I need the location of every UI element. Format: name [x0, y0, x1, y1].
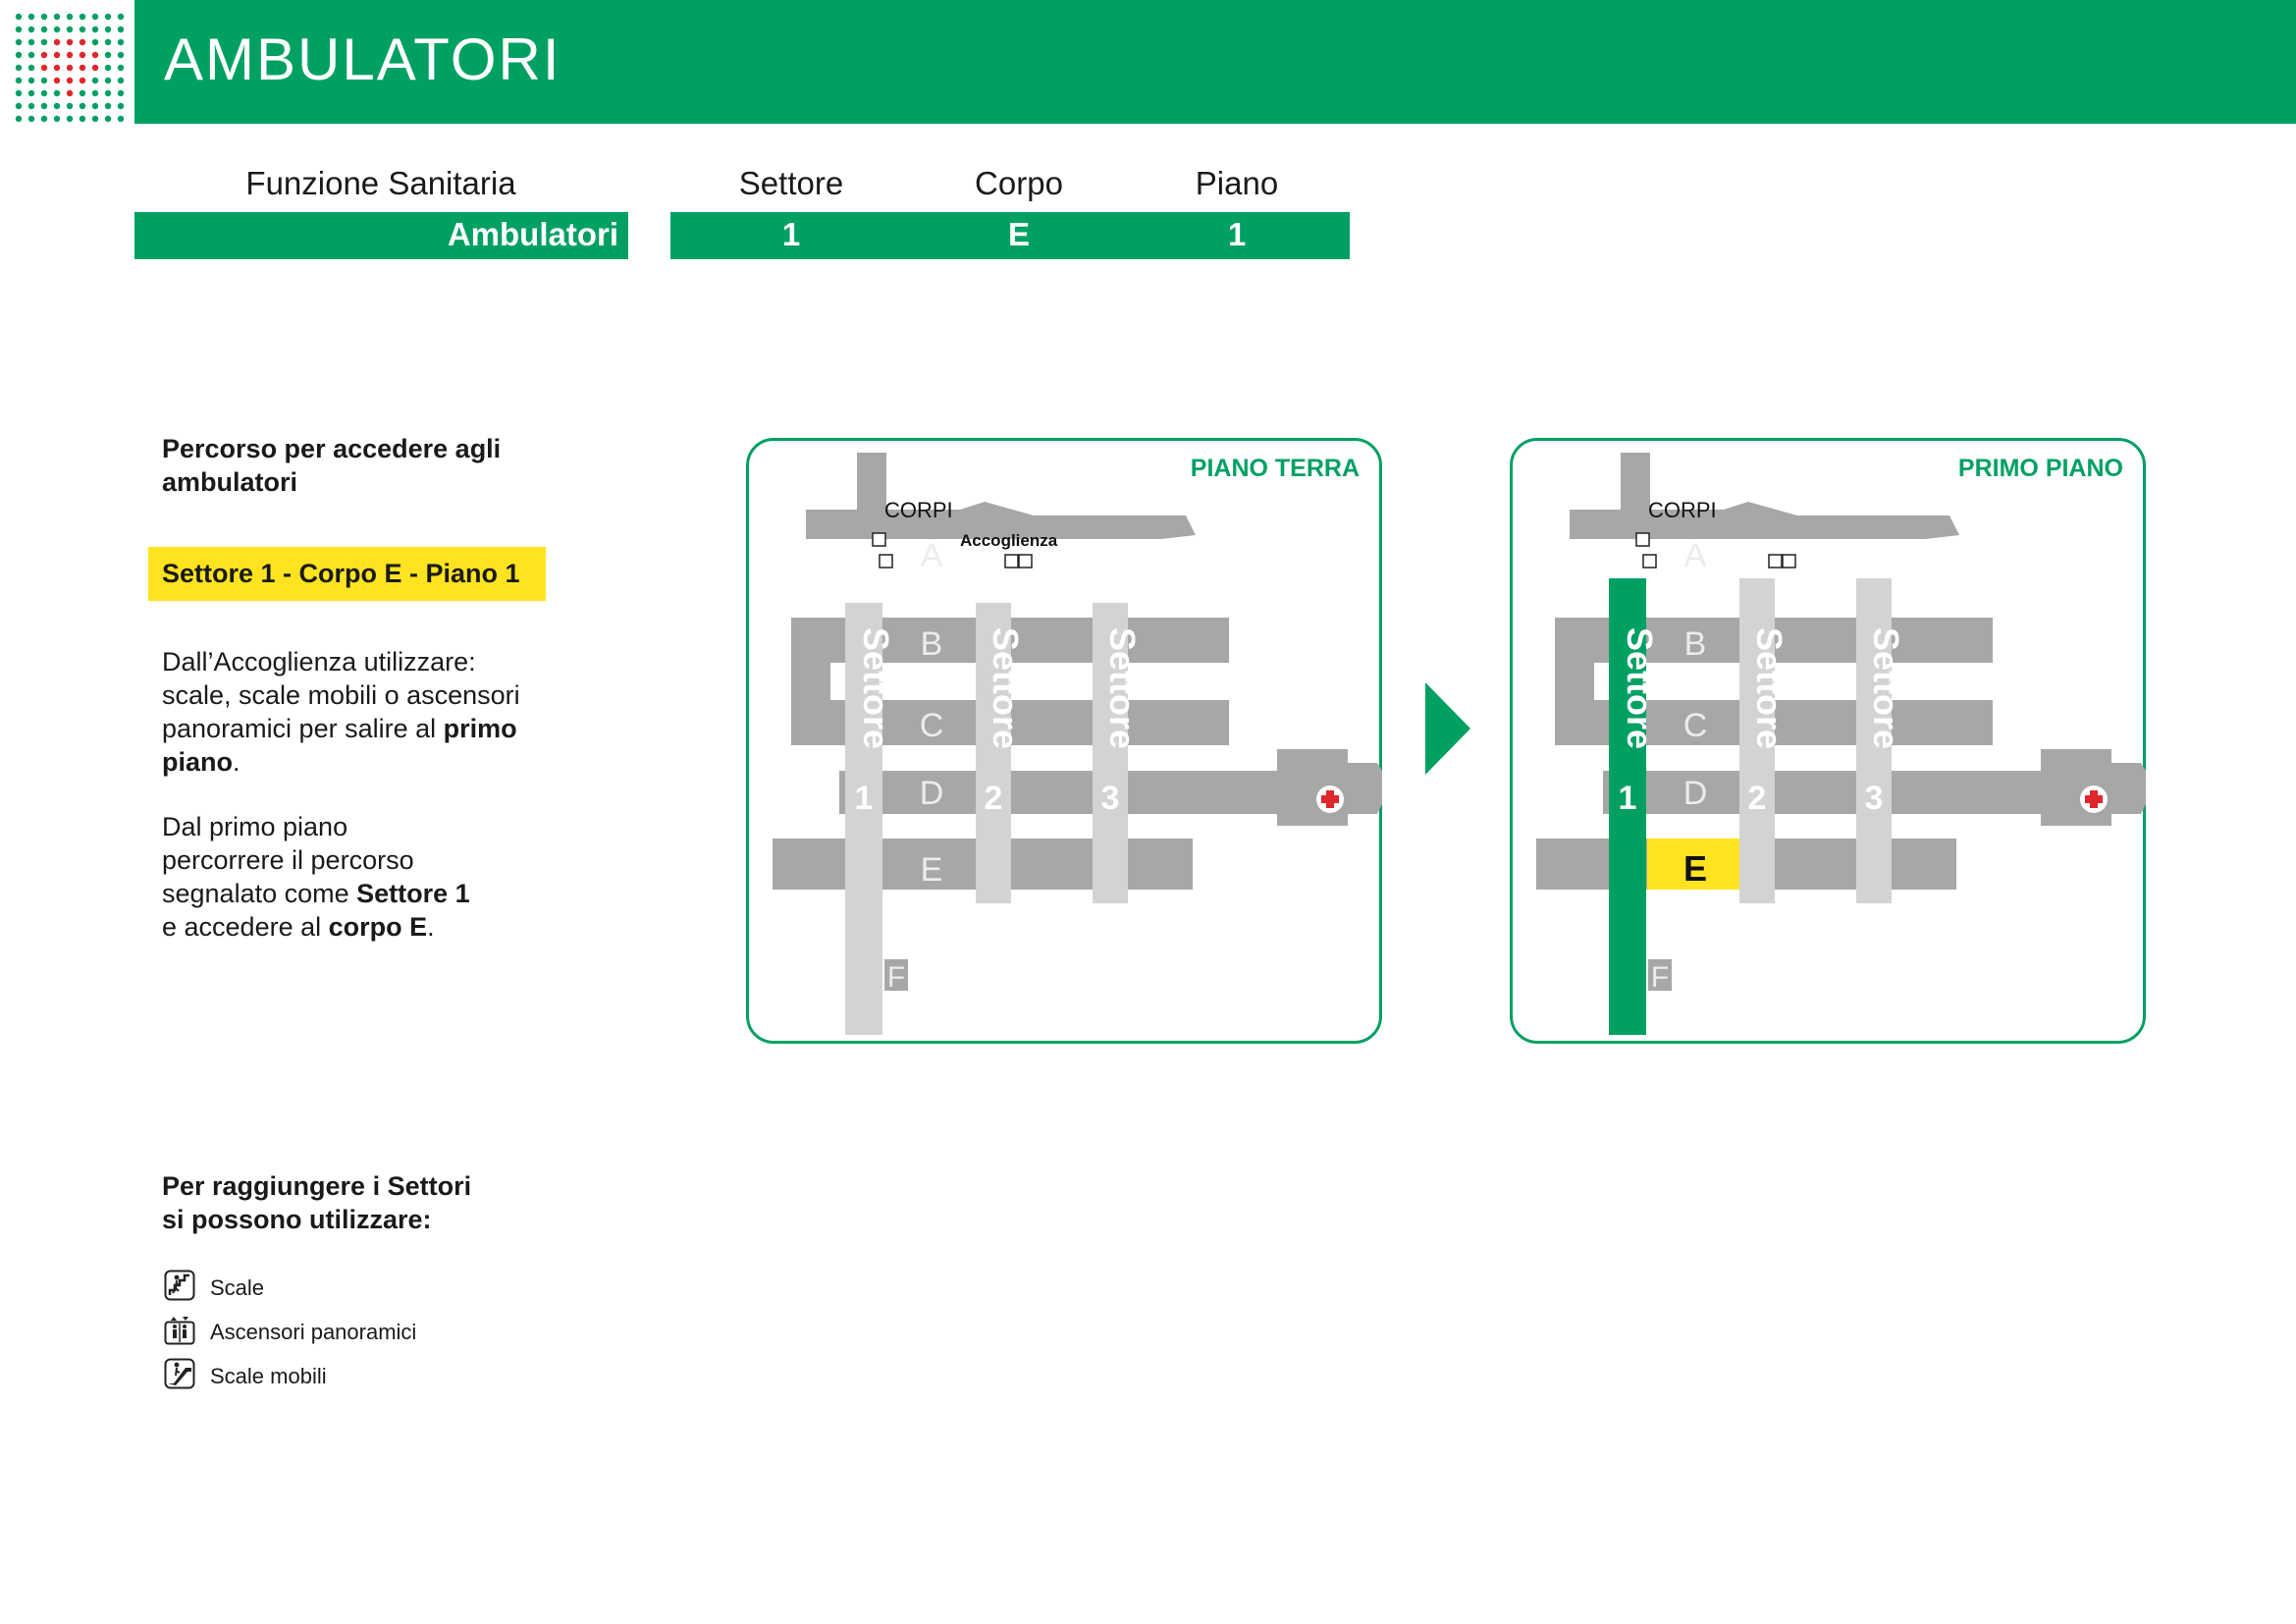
map-ground-floor [746, 438, 1382, 1044]
logo-dot [105, 103, 111, 109]
logo-dot [67, 78, 73, 83]
escalator-icon [164, 1358, 195, 1389]
body-d-label: D [1682, 775, 1708, 812]
legend-label-elevator: Ascensori panoramici [210, 1320, 417, 1344]
logo-dot [105, 65, 111, 71]
legend-heading [162, 1169, 471, 1236]
logo-dot [28, 14, 34, 20]
sector-1-name: Settore [856, 627, 896, 750]
logo-dot [67, 103, 73, 109]
corpi-label: CORPI [884, 498, 953, 522]
reception-label: Accoglienza [960, 531, 1058, 550]
logo-dot [16, 39, 22, 45]
body-c-label: C [919, 707, 944, 744]
floor-value: 1 [1227, 216, 1247, 252]
logo-dot [118, 14, 124, 20]
logo-dot [105, 52, 111, 58]
logo-dot [92, 103, 98, 109]
panoramic-elevator-icon [164, 1314, 195, 1345]
logo-dot [92, 65, 98, 71]
logo-dot [16, 116, 22, 122]
logo-dot [105, 27, 111, 32]
next-arrow-icon [1423, 680, 1472, 777]
logo-dot [16, 78, 22, 83]
body-a-label: A [1683, 537, 1707, 574]
logo-dot [41, 52, 47, 58]
logo-dot [28, 78, 34, 83]
route-heading-line1: Percorso per accedere agli [162, 434, 502, 463]
logo-dot [67, 65, 73, 71]
body-value: E [1007, 216, 1030, 252]
logo-dot [54, 103, 60, 109]
sector-2-number: 2 [984, 780, 1003, 817]
column-header-floor: Piano [1195, 165, 1279, 201]
logo-dot [54, 116, 60, 122]
logo-dot [118, 90, 124, 96]
logo-dot [67, 116, 73, 122]
logo-dot [41, 78, 47, 83]
body-d [1603, 771, 2042, 814]
ground-floor-plan [749, 441, 1385, 1047]
escalator-icon [1769, 555, 1782, 568]
logo-dot [28, 90, 34, 96]
body-d [839, 771, 1278, 814]
body-c-label: C [1682, 707, 1708, 744]
logo-dot [105, 78, 111, 83]
logo-dot [28, 52, 34, 58]
logo-dot [67, 90, 73, 96]
body-d-label: D [919, 775, 944, 812]
para1-line4: piano. [162, 747, 240, 777]
para2-line1: Dal primo piano [162, 812, 348, 841]
logo-dot [54, 52, 60, 58]
logo-dot [41, 90, 47, 96]
logo-dot [105, 116, 111, 122]
sector-2-number: 2 [1747, 780, 1767, 817]
logo-dot [54, 78, 60, 83]
logo-dot [118, 39, 124, 45]
stairs-icon [1636, 533, 1649, 546]
route-heading-line2: ambulatori [162, 467, 298, 497]
logo-dot [41, 39, 47, 45]
legend-heading-line2: si possono utilizzare: [162, 1205, 432, 1234]
logo-dot [118, 52, 124, 58]
sector-1-number: 1 [1618, 780, 1637, 817]
hospital-logo [12, 10, 128, 126]
logo-dot [28, 116, 34, 122]
logo-dot [54, 27, 60, 32]
para1-line1: Dall’Accoglienza utilizzare: [162, 647, 476, 677]
logo-dot [118, 116, 124, 122]
legend-heading-line1: Per raggiungere i Settori [162, 1171, 472, 1201]
logo-dot [41, 14, 47, 20]
logo-dot [41, 65, 47, 71]
sector-3-number: 3 [1864, 780, 1884, 817]
body-f-label: F [1650, 961, 1670, 994]
logo-dot [41, 103, 47, 109]
corpi-label: CORPI [1648, 498, 1717, 522]
logo-dot [54, 65, 60, 71]
logo-dot [92, 90, 98, 96]
stairs-icon [873, 533, 885, 546]
sector-3-number: 3 [1100, 780, 1120, 817]
map-title-first: PRIMO PIANO [1957, 455, 2123, 482]
logo-dot [28, 103, 34, 109]
sector-3-name: Settore [1102, 627, 1143, 750]
para2-line4: e accedere al corpo E. [162, 912, 435, 942]
sector-1-name: Settore [1620, 627, 1660, 750]
route-heading [162, 432, 501, 499]
logo-dot [28, 65, 34, 71]
logo-dot [54, 39, 60, 45]
map-first-floor [1510, 438, 2146, 1044]
sector-2-name: Settore [986, 627, 1026, 750]
para1-line3: panoramici per salire al primo [162, 714, 517, 743]
logo-dot [67, 27, 73, 32]
logo-dot [80, 116, 85, 122]
destination-highlight [148, 547, 546, 601]
logo-dot [80, 39, 85, 45]
logo-dot [16, 27, 22, 32]
sector-value: 1 [781, 216, 801, 252]
logo-dot [118, 27, 124, 32]
logo-dot [16, 65, 22, 71]
logo-dot [54, 90, 60, 96]
logo-dot [16, 90, 22, 96]
logo-dot [80, 90, 85, 96]
panoramic-elevator-icon [1643, 555, 1656, 568]
sector-2-name: Settore [1749, 627, 1789, 750]
escalator-icon [1005, 555, 1018, 568]
logo-dot [16, 103, 22, 109]
body-e-label: E [920, 851, 943, 889]
logo-dot [92, 27, 98, 32]
map-title-ground: PIANO TERRA [1190, 455, 1360, 482]
page-title: AMBULATORI [164, 27, 561, 92]
column-header-function: Funzione Sanitaria [245, 165, 516, 201]
logo-dot [92, 39, 98, 45]
route-paragraph-2 [162, 810, 470, 944]
body-e-label: E [1682, 848, 1708, 889]
logo-dot [80, 27, 85, 32]
destination-label: Settore 1 - Corpo E - Piano 1 [162, 559, 520, 588]
logo-dot [28, 27, 34, 32]
body-a-label: A [920, 537, 943, 574]
stairs-icon [164, 1270, 195, 1301]
panoramic-elevator-icon [1019, 555, 1032, 568]
column-header-body: Corpo [975, 165, 1063, 201]
logo-dot [118, 65, 124, 71]
legend-label-stairs: Scale [210, 1275, 265, 1300]
column-header-sector: Settore [738, 165, 844, 201]
logo-dot [80, 14, 85, 20]
logo-dot [16, 52, 22, 58]
logo-dot [118, 78, 124, 83]
logo-dot [67, 14, 73, 20]
route-paragraph-1 [162, 645, 520, 779]
sector-3-name: Settore [1866, 627, 1906, 750]
logo-dot [92, 116, 98, 122]
logo-dot [105, 14, 111, 20]
logo-dot [80, 65, 85, 71]
function-value: Ambulatori [447, 216, 618, 252]
logo-dot [28, 39, 34, 45]
body-f-label: F [886, 961, 906, 994]
logo-dot [105, 90, 111, 96]
legend-label-escalator: Scale mobili [210, 1364, 327, 1388]
logo-dot [67, 39, 73, 45]
logo-dot [92, 52, 98, 58]
logo-dot [80, 52, 85, 58]
logo-dot [92, 78, 98, 83]
panoramic-elevator-icon [1783, 555, 1795, 568]
logo-dot [67, 52, 73, 58]
logo-dot [92, 14, 98, 20]
para2-line2: percorrere il percorso [162, 845, 414, 875]
logo-dot [41, 27, 47, 32]
body-b-label: B [1683, 625, 1707, 663]
logo-dot [41, 116, 47, 122]
header-bar [134, 0, 2296, 124]
logo-dot [118, 103, 124, 109]
logo-dot [80, 103, 85, 109]
para1-line2: scale, scale mobili o ascensori [162, 680, 520, 710]
first-floor-plan [1513, 441, 2149, 1047]
logo-dot [54, 14, 60, 20]
body-b-label: B [920, 625, 943, 663]
para2-line3: segnalato come Settore 1 [162, 879, 470, 908]
logo-dot [105, 39, 111, 45]
panoramic-elevator-icon [880, 555, 892, 568]
sector-1-number: 1 [854, 780, 874, 817]
logo-dot [16, 14, 22, 20]
logo-dot [80, 78, 85, 83]
